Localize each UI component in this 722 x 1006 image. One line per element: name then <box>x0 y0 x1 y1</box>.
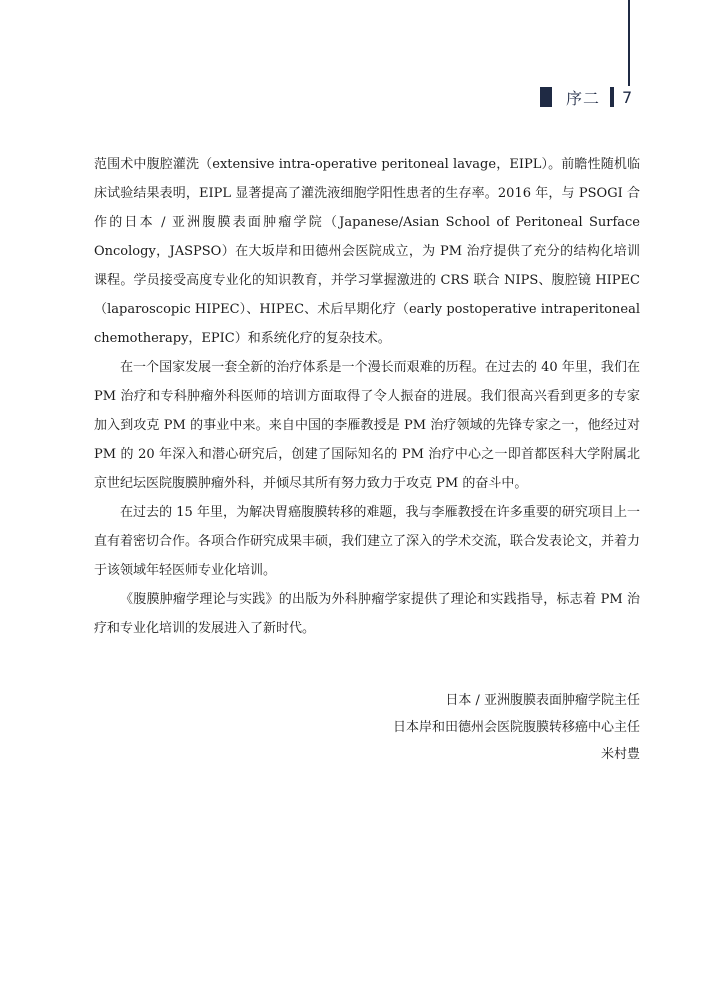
running-header <box>540 86 632 108</box>
signature-affiliation-1: 日本 / 亚洲腹膜表面肿瘤学院主任 <box>445 693 640 708</box>
signature-affiliation-2: 日本岸和田德州会医院腹膜转移癌中心主任 <box>392 720 640 735</box>
paragraph-2: 在一个国家发展一套全新的治疗体系是一个漫长而艰难的历程。在过去的 40 年里，我们在 PM 治疗和专科肿瘤外科医师的培训方面取得了令人振奋的进展。我们很高兴看到更多的专家加入到攻克 PM 的事业中来。来自中国的李雁教授是 PM 治疗领域的先锋专家之一，他经过对 PM 的 20 年深入和潜心研究后，创建了国际知名的 PM 治疗中心之一即首都医科大学附属北京世纪坛医院腹膜肿瘤外科，并倾尽其所有努力致力于攻克 PM 的奋斗中。 <box>94 360 640 491</box>
header-marker-block <box>540 87 552 107</box>
section-title: 序二 <box>566 88 601 108</box>
paragraph-4: 《腹膜肿瘤学理论与实践》的出版为外科肿瘤学家提供了理论和实践指导，标志着 PM 治疗和专业化培训的发展进入了新时代。 <box>94 592 640 636</box>
body-text <box>94 150 640 643</box>
page-number: 7 <box>622 87 633 107</box>
signature-block <box>300 687 640 768</box>
paragraph-3: 在过去的 15 年里，为解决胃癌腹膜转移的难题，我与李雁教授在许多重要的研究项目上一直有着密切合作。各项合作研究成果丰硕，我们建立了深入的学术交流，联合发表论文，并着力于该领域年轻医师专业化培训。 <box>94 505 641 578</box>
header-divider-bar <box>610 87 614 107</box>
top-vertical-rule <box>628 0 630 86</box>
signature-author-name: 米村豊 <box>600 747 640 762</box>
paragraph-1: 范围术中腹腔灌洗（extensive intra-operative peritoneal lavage，EIPL）。前瞻性随机临床试验结果表明，EIPL 显著提高了灌洗液细胞学阳性患者的生存率。2016 年，与 PSOGI 合作的日本 / 亚洲腹膜表面肿瘤学院（Japanese/Asian School of Peritoneal Surface Oncology，JASPSO）在大坂岸和田德州会医院成立，为 PM 治疗提供了充分的结构化培训课程。学员接受高度专业化的知识教育，并学习掌握激进的 CRS 联合 NIPS、腹腔镜 HIPEC（laparoscopic HIPEC）、HIPEC、术后早期化疗（early postoperative intraperitoneal chemotherapy，EPIC）和系统化疗的复杂技术。 <box>94 157 640 346</box>
